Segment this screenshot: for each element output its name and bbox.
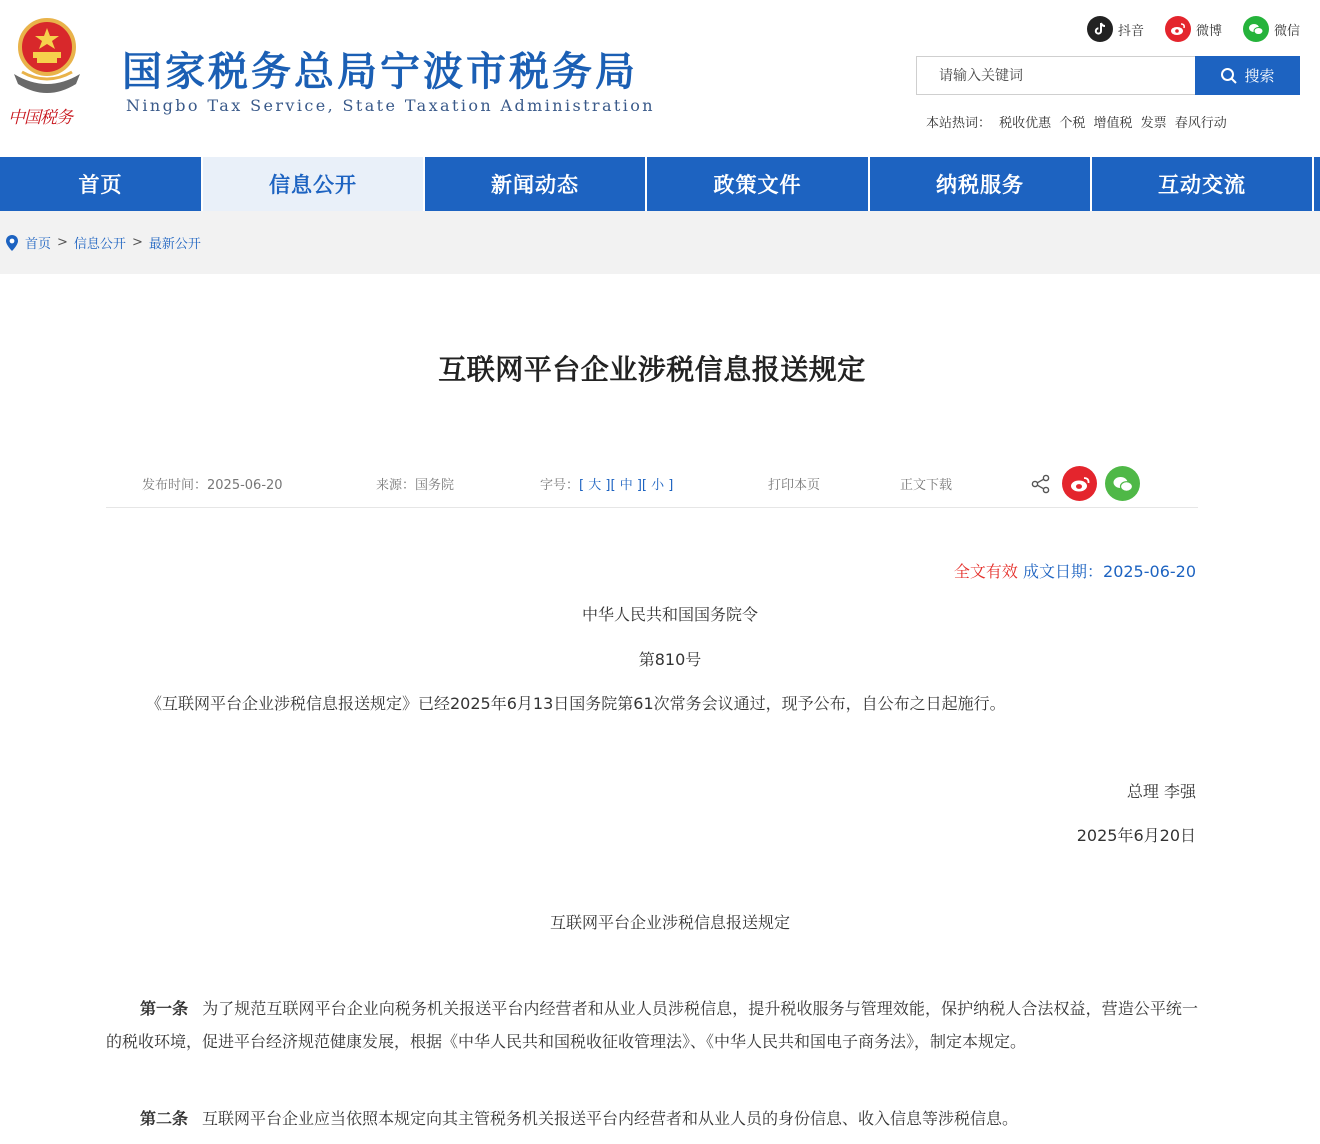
search-icon — [1220, 67, 1238, 85]
decree-issuer: 中华人民共和国国务院令 — [581, 605, 758, 624]
search-input[interactable] — [917, 57, 1195, 94]
document-status — [954, 559, 1196, 582]
source-value: 国务院 — [415, 478, 455, 493]
font-size-label: 字号： — [540, 478, 580, 493]
article-number: 第二条 — [140, 1109, 189, 1128]
publish-date-label: 发布时间： — [142, 478, 208, 493]
download-link[interactable]: 正文下载 — [900, 478, 953, 493]
site-title[interactable]: 国家税务总局宁波市税务局 — [122, 49, 638, 95]
share-icon[interactable] — [1031, 474, 1051, 494]
written-date-label: 成文日期： — [1023, 562, 1104, 581]
breadcrumb-bar — [0, 211, 1320, 274]
font-size-medium[interactable]: 中 — [619, 478, 633, 493]
weibo-label: 微博 — [1196, 23, 1223, 39]
status-badge: 全文有效 — [953, 562, 1018, 581]
hot-word[interactable]: 税收优惠 — [999, 116, 1052, 131]
national-emblem-icon — [8, 14, 86, 100]
print-link[interactable]: 打印本页 — [768, 478, 821, 493]
weibo-icon — [1165, 16, 1191, 42]
font-size-small[interactable]: 小 — [651, 478, 665, 493]
meta-divider — [106, 507, 1198, 508]
nav-item-news[interactable]: 新闻动态 — [425, 157, 647, 211]
article-paragraph — [106, 992, 1198, 1058]
share-weibo-button[interactable] — [1062, 466, 1097, 501]
hot-word[interactable]: 发票 — [1140, 116, 1167, 131]
nav-item-policy[interactable]: 政策文件 — [647, 157, 870, 211]
site-header — [0, 0, 1320, 157]
breadcrumb-separator: > — [131, 235, 143, 250]
logo-caption: 中国税务 — [8, 108, 72, 128]
font-size-large[interactable]: 大 — [588, 478, 602, 493]
nav-item-home[interactable]: 首页 — [0, 157, 203, 211]
article-title: 互联网平台企业涉税信息报送规定 — [438, 353, 866, 386]
douyin-label: 抖音 — [1118, 23, 1145, 39]
breadcrumb-home[interactable]: 首页 — [25, 237, 52, 252]
wechat-icon — [1243, 16, 1269, 42]
signature-date: 2025年6月20日 — [1076, 826, 1196, 845]
search-button-label: 搜索 — [1244, 67, 1275, 85]
decree-intro: 《互联网平台企业涉税信息报送规定》已经2025年6月13日国务院第61次常务会议通过，现予公布，自公布之日起施行。 — [146, 694, 1006, 713]
hot-words — [926, 112, 1227, 131]
article-source — [376, 474, 454, 493]
wechat-icon — [1112, 475, 1134, 493]
article-number: 第一条 — [140, 999, 189, 1018]
main-nav — [0, 157, 1320, 211]
breadcrumb-latest[interactable]: 最新公开 — [148, 237, 201, 252]
douyin-icon — [1087, 16, 1113, 42]
wechat-label: 微信 — [1274, 23, 1301, 39]
publish-date — [142, 474, 283, 493]
breadcrumb-separator: > — [57, 235, 68, 250]
font-size-selector: 字号：[ 大 ][ 中 ][ 小 ] — [540, 478, 674, 493]
article-text: 互联网平台企业应当依照本规定向其主管税务机关报送平台内经营者和从业人员的身份信息、收入信息等涉税信息。 — [202, 1109, 1019, 1128]
decree-number: 第810号 — [638, 650, 702, 669]
search-box — [916, 56, 1196, 95]
source-label: 来源： — [376, 478, 416, 493]
hot-word[interactable]: 春风行动 — [1174, 116, 1227, 131]
location-pin-icon — [5, 234, 19, 252]
nav-item-info-disclosure[interactable]: 信息公开 — [203, 157, 425, 211]
douyin-link[interactable] — [1087, 16, 1144, 42]
nav-item-interaction[interactable]: 互动交流 — [1092, 157, 1314, 211]
written-date-value: 2025-06-20 — [1103, 562, 1196, 581]
site-subtitle: Ningbo Tax Service, State Taxation Administration — [126, 96, 655, 115]
hot-words-label: 本站热词： — [926, 116, 992, 131]
breadcrumb — [5, 233, 201, 252]
weibo-icon — [1069, 475, 1091, 493]
breadcrumb-info-disclosure[interactable]: 信息公开 — [73, 237, 126, 252]
regulation-title: 互联网平台企业涉税信息报送规定 — [549, 913, 790, 932]
wechat-link[interactable] — [1243, 16, 1300, 42]
weibo-link[interactable] — [1165, 16, 1222, 42]
article-text: 为了规范互联网平台企业向税务机关报送平台内经营者和从业人员涉税信息，提升税收服务与管理效能，保护纳税人合法权益，营造公平统一的税收环境，促进平台经济规范健康发展，根据《中华人民共和国税收征收管理法》、《中华人民共和国电子商务法》，制定本规定。 — [106, 999, 1198, 1051]
hot-word[interactable]: 增值税 — [1093, 116, 1133, 131]
hot-word[interactable]: 个税 — [1059, 116, 1086, 131]
signature: 总理 李强 — [1126, 782, 1196, 801]
search-button[interactable] — [1195, 56, 1300, 95]
nav-item-tax-service[interactable]: 纳税服务 — [870, 157, 1092, 211]
share-wechat-button[interactable] — [1105, 466, 1140, 501]
publish-date-value: 2025-06-20 — [207, 478, 283, 493]
article-paragraph — [106, 1102, 1198, 1135]
